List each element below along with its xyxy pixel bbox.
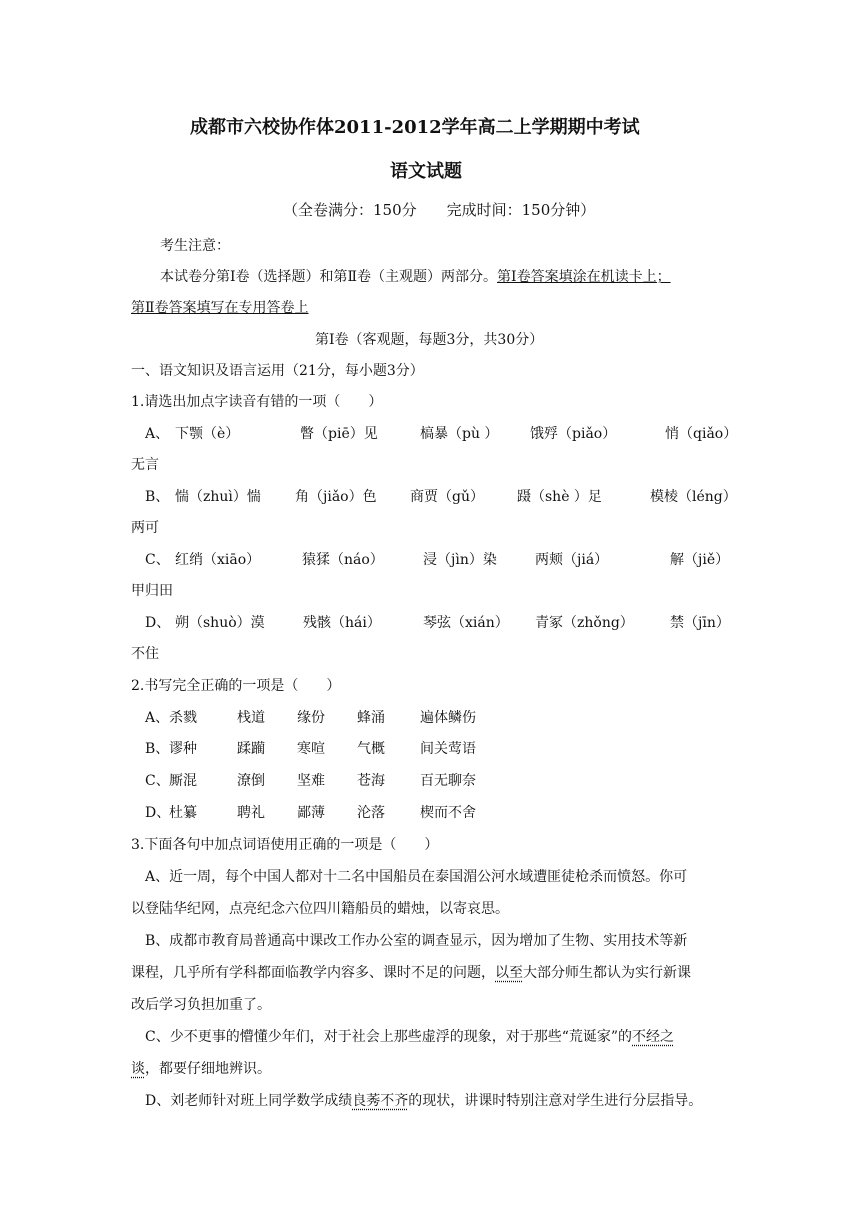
q1-option-c	[145, 550, 745, 570]
option-item: 蹂躏	[237, 741, 265, 757]
option-item: 朔（shuò）漠	[175, 615, 265, 631]
option-item: 聘礼	[237, 805, 265, 821]
q1-stem: 1.请选出加点字读音有错的一项（ ）	[131, 394, 383, 410]
option-item: 遍体鳞伤	[420, 710, 476, 726]
option-item: 蜂涌	[357, 710, 385, 726]
option-label: B、	[145, 741, 170, 757]
q1-option-b	[145, 487, 745, 507]
option-item: 两颊（jiá）	[535, 552, 609, 568]
q3-c-text: ，都要仔细地辨识。	[145, 1061, 271, 1077]
q3-d-text: D、刘老师针对班上同学数学成绩	[145, 1093, 353, 1109]
q3-c-dotted-word: 谈	[131, 1061, 145, 1077]
option-item: 楔而不舍	[420, 805, 476, 821]
notice-body	[160, 267, 671, 287]
option-item: 寒喧	[297, 741, 325, 757]
option-item: 槁暴（pù ）	[420, 426, 499, 442]
option-item: 沦落	[357, 805, 385, 821]
q3-option-c-line2	[131, 1059, 271, 1079]
option-label: C、	[145, 773, 170, 789]
option-item: 红绡（xiāo）	[175, 552, 261, 568]
q2-stem: 2.书写完全正确的一项是（ ）	[131, 678, 341, 694]
q2-option-b	[145, 739, 745, 759]
notice-label: 考生注意：	[160, 238, 230, 254]
option-item: 鄙薄	[297, 805, 325, 821]
q3-b-text: 课程，几乎所有学科都面临教学内容多、课时不足的问题，	[131, 965, 495, 981]
option-item: 下颚（è）	[175, 426, 240, 442]
part1-heading: 第Ⅰ卷（客观题，每题3分，共30分）	[315, 332, 544, 348]
q3-option-b-line3: 改后学习负担加重了。	[131, 997, 271, 1013]
option-item: 青冢（zhǒng）	[535, 615, 634, 631]
q2-option-d	[145, 803, 745, 823]
option-item: 潦倒	[237, 773, 265, 789]
q3-c-text: C、少不更事的懵懂少年们，对于社会上那些虚浮的现象，对于那些“荒诞家”的	[145, 1029, 633, 1045]
option-label: D、	[145, 615, 171, 631]
option-item: 饿殍（piǎo）	[530, 426, 617, 442]
q2-option-a	[145, 708, 745, 728]
section-heading: 一、语文知识及语言运用（21分，每小题3分）	[131, 363, 424, 379]
exam-title: 成都市六校协作体2011-2012学年高二上学期期中考试	[190, 117, 640, 138]
option-item: 惴（zhuì）惴	[175, 489, 261, 505]
option-item: 模棱（léng）	[650, 489, 737, 505]
option-item: 禁（jīn）	[670, 615, 730, 631]
exam-subtitle: 语文试题	[390, 161, 462, 182]
option-label: C、	[145, 552, 170, 568]
exam-info: （全卷满分：150分 完成时间：150分钟）	[283, 201, 596, 219]
q3-stem: 3.下面各句中加点词语使用正确的一项是（ ）	[131, 837, 439, 853]
q3-option-a-line1: A、近一周，每个中国人都对十二名中国船员在泰国湄公河水域遭匪徒枪杀而愤怒。你可	[145, 869, 688, 885]
q3-c-dotted-word: 不经之	[632, 1029, 675, 1045]
q3-b-text: 大部分师生都认为实行新课	[523, 965, 691, 981]
option-item: 厮混	[169, 773, 197, 789]
option-label: B、	[145, 489, 170, 505]
option-item: 缘份	[297, 710, 325, 726]
q1-option-c-tail: 甲归田	[131, 583, 173, 599]
option-label: A、	[145, 426, 170, 442]
q3-option-b-line1: B、成都市教育局普通高中课改工作办公室的调查显示，因为增加了生物、实用技术等新	[145, 933, 688, 949]
q3-option-b-line2	[131, 963, 691, 983]
notice-plain: 本试卷分第Ⅰ卷（选择题）和第Ⅱ卷（主观题）两部分。	[160, 269, 498, 285]
option-item: 悄（qiǎo）	[665, 426, 738, 442]
option-item: 间关莺语	[420, 741, 476, 757]
q1-option-d-tail: 不住	[131, 646, 159, 662]
q3-b-dotted-word: 以至	[495, 965, 523, 981]
option-item: 解（jiě）	[670, 552, 730, 568]
q1-option-d	[145, 613, 745, 633]
option-item: 杜纂	[169, 805, 197, 821]
option-item: 商贾（gǔ）	[410, 489, 484, 505]
option-item: 角（jiǎo）色	[295, 489, 377, 505]
q3-d-text: 的现状，讲课时特别注意对学生进行分层指导。	[408, 1093, 703, 1109]
option-item: 百无聊奈	[420, 773, 476, 789]
option-item: 浸（jìn）染	[423, 552, 497, 568]
option-item: 栈道	[237, 710, 265, 726]
option-item: 杀戮	[169, 710, 197, 726]
q1-option-a	[145, 424, 745, 444]
q3-d-dotted-word: 良莠不齐	[352, 1093, 409, 1109]
option-item: 琴弦（xián）	[423, 615, 509, 631]
q2-option-c	[145, 771, 745, 791]
notice-underline-2: 第Ⅱ卷答案填写在专用答卷上	[131, 300, 309, 316]
option-item: 坚难	[297, 773, 325, 789]
q1-option-b-tail: 两可	[131, 520, 159, 536]
option-item: 谬种	[169, 741, 197, 757]
q1-option-a-tail: 无言	[131, 457, 159, 473]
option-item: 气概	[357, 741, 385, 757]
q3-option-d-line1	[145, 1091, 702, 1111]
q3-option-c-line1	[145, 1027, 674, 1047]
option-item: 残骸（hái）	[303, 615, 381, 631]
option-label: D、	[145, 805, 171, 821]
notice-underline-1: 第Ⅰ卷答案填涂在机读卡上；	[497, 269, 671, 285]
option-item: 苍海	[357, 773, 385, 789]
option-label: A、	[145, 710, 170, 726]
option-item: 蹑（shè ）足	[517, 489, 602, 505]
q3-option-a-line2: 以登陆华纪网，点亮纪念六位四川籍船员的蜡烛，以寄哀思。	[131, 901, 509, 917]
option-item: 猿猱（náo）	[302, 552, 384, 568]
option-item: 瞥（piē）见	[300, 426, 378, 442]
